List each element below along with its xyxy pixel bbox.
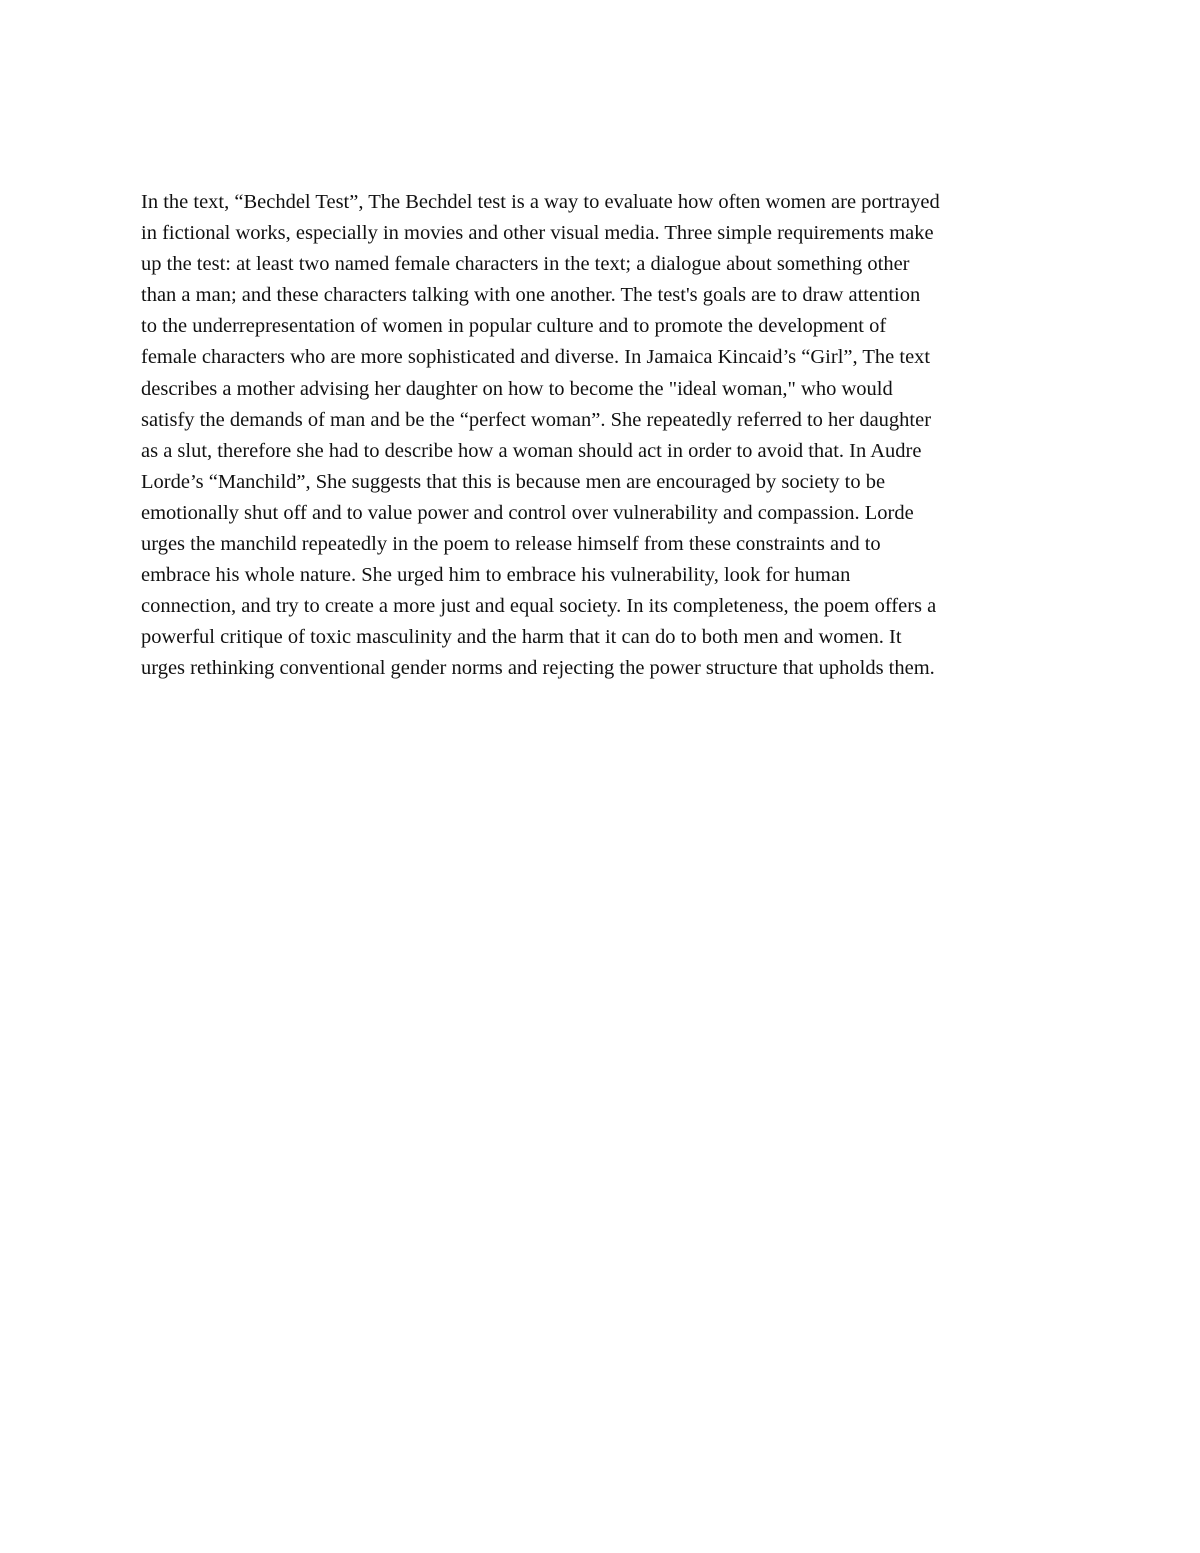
paragraph-line: than a man; and these characters talking with one another. The test's goals are to draw attention [141,284,921,307]
paragraph-line: urges rethinking conventional gender norms and rejecting the power structure that upholds them. [141,657,935,680]
paragraph-line: to the underrepresentation of women in popular culture and to promote the development of [141,315,887,338]
paragraph-line: embrace his whole nature. She urged him to embrace his vulnerability, look for human [141,564,851,587]
paragraph-line: as a slut, therefore she had to describe how a woman should act in order to avoid that. In Audre [141,439,922,462]
paragraph-line: Lorde’s “Manchild”, She suggests that this is because men are encouraged by society to be [141,470,886,493]
paragraph-line: powerful critique of toxic masculinity and the harm that it can do to both men and women. It [141,626,902,649]
paragraph-line: emotionally shut off and to value power and control over vulnerability and compassion. Lorde [141,501,914,524]
paragraph-line: up the test: at least two named female characters in the text; a dialogue about something other [141,253,910,276]
body-paragraph [141,187,1071,685]
paragraph-line: female characters who are more sophisticated and diverse. In Jamaica Kincaid’s “Girl”, The text [141,346,931,369]
paragraph-line: describes a mother advising her daughter on how to become the "ideal woman," who would [141,377,893,400]
paragraph-line: connection, and try to create a more just and equal society. In its completeness, the poem offers a [141,595,937,618]
paragraph-line: satisfy the demands of man and be the “perfect woman”. She repeatedly referred to her daughter [141,408,932,431]
paragraph-line: in fictional works, especially in movies and other visual media. Three simple requirements make [141,222,934,245]
paragraph-line: In the text, “Bechdel Test”, The Bechdel test is a way to evaluate how often women are portrayed [141,191,940,213]
paragraph-line: urges the manchild repeatedly in the poem to release himself from these constraints and to [141,533,881,556]
